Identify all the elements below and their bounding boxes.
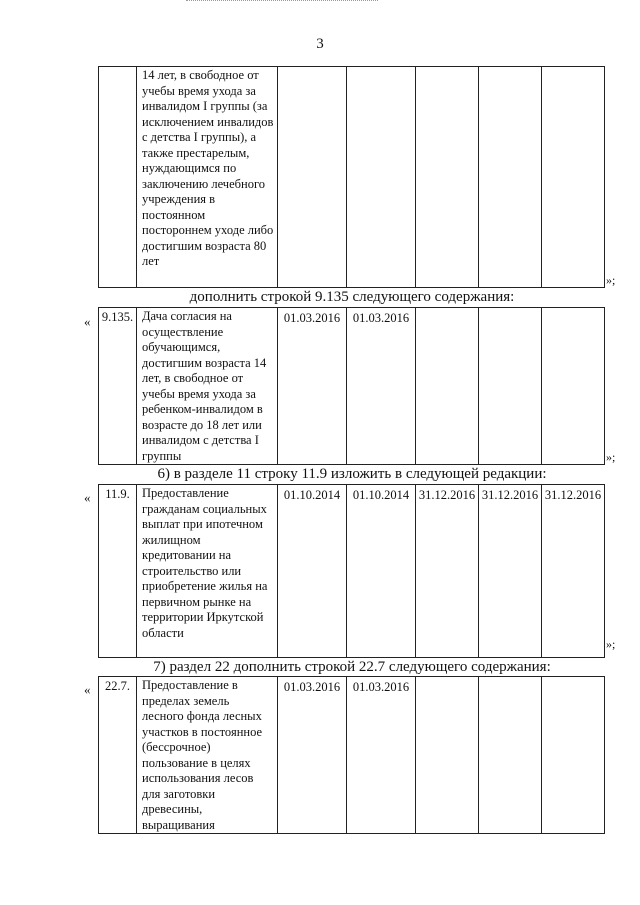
date-cell-5 xyxy=(542,308,605,465)
date-cell-4: 31.12.2016 xyxy=(479,485,542,658)
opening-quote-mark: « xyxy=(84,682,91,697)
table-row-9-135 xyxy=(98,307,605,465)
row-description: Дача согласия на осуществление обучающимся, достигшим возраста 14 лет, в свободное от учебы время ухода за ребенком-инвалидом в возрасте до 18 лет или инвалидом с детства I группы xyxy=(137,308,278,465)
date-cell-4 xyxy=(479,308,542,465)
date-cell-5: 31.12.2016 xyxy=(542,485,605,658)
page-number: 3 xyxy=(316,36,324,52)
amendment-instruction: 6) в разделе 11 строку 11.9 изложить в следующей редакции: xyxy=(157,466,547,482)
row-description: 14 лет, в свободное от учебы время ухода за инвалидом I группы (за исключением инвалидов с детства I группы), а также престарелым, нуждающимся по заключению лечебного учреждения в постоянном постороннем уходе либо достигшим возраста 80 лет xyxy=(137,67,278,288)
amendment-instruction: дополнить строкой 9.135 следующего содержания: xyxy=(189,289,515,305)
row-number: 9.135. xyxy=(99,308,137,465)
date-cell-2: 01.10.2014 xyxy=(347,485,416,658)
opening-quote-mark: « xyxy=(84,314,91,329)
date-cell-1: 01.10.2014 xyxy=(278,485,347,658)
date-cell-2: 01.03.2016 xyxy=(347,308,416,465)
row-description: Предоставление в пределах земель лесного фонда лесных участков в постоянное (бессрочное) пользование в целях использования лесов для заготовки древесины, выращивания xyxy=(137,677,278,834)
date-cell-4 xyxy=(479,67,542,288)
closing-quote-mark: »; xyxy=(606,450,616,464)
row-number xyxy=(99,67,137,288)
amendment-instruction: 7) раздел 22 дополнить строкой 22.7 следующего содержания: xyxy=(153,659,551,675)
date-cell-2: 01.03.2016 xyxy=(347,677,416,834)
date-cell-3: 31.12.2016 xyxy=(416,485,479,658)
table-row-22-7 xyxy=(98,676,605,834)
date-cell-2 xyxy=(347,67,416,288)
opening-quote-mark: « xyxy=(84,490,91,505)
row-description: Предоставление гражданам социальных выплат при ипотечном жилищном кредитовании на строительство или приобретение жилья на первичном рынке на территории Иркутской области xyxy=(137,485,278,658)
date-cell-3 xyxy=(416,67,479,288)
row-number: 11.9. xyxy=(99,485,137,658)
row-number: 22.7. xyxy=(99,677,137,834)
table-row-11-9 xyxy=(98,484,605,658)
closing-quote-mark: »; xyxy=(606,273,616,287)
date-cell-1 xyxy=(278,67,347,288)
date-cell-1: 01.03.2016 xyxy=(278,677,347,834)
date-cell-5 xyxy=(542,67,605,288)
date-cell-1: 01.03.2016 xyxy=(278,308,347,465)
date-cell-5 xyxy=(542,677,605,834)
date-cell-4 xyxy=(479,677,542,834)
closing-quote-mark: »; xyxy=(606,637,616,651)
table-row-continuation xyxy=(98,66,605,288)
date-cell-3 xyxy=(416,677,479,834)
scan-top-mark xyxy=(186,0,378,3)
date-cell-3 xyxy=(416,308,479,465)
